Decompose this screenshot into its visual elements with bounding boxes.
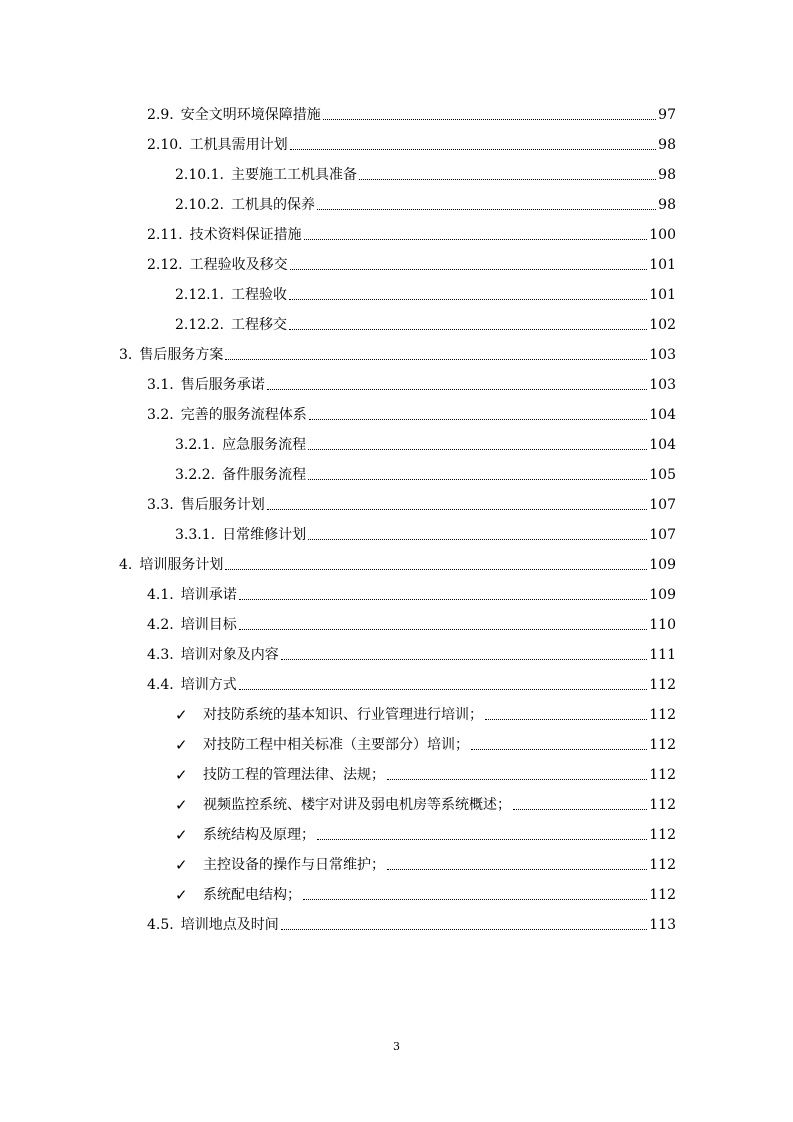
checkmark-icon: ✓ [175, 886, 188, 904]
toc-entry[interactable] [175, 755, 676, 785]
toc-entry-number: 3. [119, 347, 133, 363]
toc-entry[interactable] [147, 395, 676, 425]
toc-entry-title: 主控设备的操作与日常维护； [203, 857, 385, 873]
toc-entry[interactable] [147, 215, 676, 245]
toc-entry-page: 111 [649, 647, 676, 663]
toc-entry-title: 对技防工程中相关标准（主要部分）培训； [203, 737, 469, 753]
dot-leader [239, 688, 648, 690]
toc-entry-page: 112 [649, 737, 676, 753]
toc-entry-title: 完善的服务流程体系 [180, 407, 307, 423]
dot-leader [304, 238, 648, 240]
toc-entry-page: 109 [649, 587, 676, 603]
toc-entry[interactable] [175, 425, 676, 455]
toc-entry-title: 日常维修计划 [222, 527, 307, 543]
toc-entry-number: 2.11. [147, 227, 183, 243]
toc-entry-number: 4.5. [147, 917, 174, 933]
toc-entry-number: 3.2.2. [175, 467, 216, 483]
toc-entry-title: 工机具需用计划 [189, 137, 288, 153]
page-number: 3 [393, 1040, 400, 1053]
toc-entry-title: 技防工程的管理法律、法规； [203, 767, 385, 783]
toc-entry[interactable] [175, 305, 676, 335]
dot-leader [289, 298, 647, 300]
toc-entry-title: 培训地点及时间 [180, 917, 279, 933]
toc-entry-page: 104 [649, 407, 676, 423]
toc-entry-number: 2.10.1. [175, 167, 224, 183]
toc-entry-title: 培训目标 [180, 617, 237, 633]
toc-entry[interactable] [147, 605, 676, 635]
toc-entry[interactable] [147, 95, 676, 125]
toc-entry[interactable] [175, 815, 676, 845]
toc-entry-title: 售后服务方案 [139, 347, 224, 363]
toc-entry-title: 工程验收 [230, 287, 287, 303]
toc-entry-number: 2.10. [147, 137, 183, 153]
toc-entry[interactable] [147, 635, 676, 665]
dot-leader [267, 508, 648, 510]
toc-entry-page: 101 [649, 257, 676, 273]
toc-entry-page: 105 [649, 467, 676, 483]
toc-entry[interactable] [175, 695, 676, 725]
toc-entry[interactable] [175, 875, 676, 905]
toc-entry-title: 培训服务计划 [139, 557, 224, 573]
toc-entry-number: 4.1. [147, 587, 174, 603]
dot-leader [471, 748, 647, 750]
toc-entry-number: 4. [119, 557, 133, 573]
toc-entry-page: 112 [649, 797, 676, 813]
dot-leader [308, 538, 647, 540]
toc-entry[interactable] [175, 515, 676, 545]
dot-leader [303, 898, 647, 900]
dot-leader [290, 148, 657, 150]
toc-entry-number: 3.3. [147, 497, 174, 513]
toc-entry[interactable] [175, 845, 676, 875]
toc-entry-page: 102 [649, 317, 676, 333]
toc-entry[interactable] [147, 485, 676, 515]
toc-entry-page: 97 [658, 107, 676, 123]
dot-leader [513, 808, 647, 810]
dot-leader [323, 118, 656, 120]
toc-entry-title: 工程移交 [230, 317, 287, 333]
toc-entry-number: 3.2. [147, 407, 174, 423]
toc-entry-number: 3.1. [147, 377, 174, 393]
toc-entry-title: 系统结构及原理； [203, 827, 315, 843]
toc-entry-title: 工程验收及移交 [189, 257, 288, 273]
toc-entry-number: 2.9. [147, 107, 174, 123]
toc-entry-number: 3.2.1. [175, 437, 216, 453]
toc-entry[interactable] [175, 725, 676, 755]
toc-entry-title: 技术资料保证措施 [189, 227, 302, 243]
checkmark-icon: ✓ [175, 856, 188, 874]
toc-entry-title: 安全文明环境保障措施 [180, 107, 321, 123]
toc-entry[interactable] [175, 785, 676, 815]
checkmark-icon: ✓ [175, 766, 188, 784]
dot-leader [239, 628, 648, 630]
toc-entry-title: 备件服务流程 [222, 467, 307, 483]
toc-entry-page: 113 [649, 917, 676, 933]
dot-leader [267, 388, 648, 390]
toc-entry-page: 107 [649, 497, 676, 513]
dot-leader [239, 598, 648, 600]
toc-entry-number: 4.4. [147, 677, 174, 693]
toc-entry-page: 103 [649, 377, 676, 393]
dot-leader [387, 778, 647, 780]
toc-entry-number: 2.12.1. [175, 287, 224, 303]
toc-entry[interactable] [175, 275, 676, 305]
toc-entry-page: 98 [658, 197, 676, 213]
toc-entry[interactable] [119, 545, 676, 575]
toc-entry-title: 系统配电结构； [203, 887, 301, 903]
dot-leader [289, 328, 647, 330]
dot-leader [308, 448, 647, 450]
toc-entry-number: 4.2. [147, 617, 174, 633]
dot-leader [359, 178, 656, 180]
dot-leader [317, 208, 656, 210]
dot-leader [290, 268, 648, 270]
toc-entry-number: 2.12. [147, 257, 183, 273]
toc-entry-page: 107 [649, 527, 676, 543]
toc-entry-page: 112 [649, 857, 676, 873]
toc-entry-page: 98 [658, 137, 676, 153]
toc-entry[interactable] [147, 125, 676, 155]
toc-entry-title: 售后服务承诺 [180, 377, 265, 393]
toc-entry-page: 100 [649, 227, 676, 243]
toc-entry-number: 2.12.2. [175, 317, 224, 333]
toc-entry-number: 3.3.1. [175, 527, 216, 543]
dot-leader [308, 478, 647, 480]
dot-leader [225, 568, 647, 570]
toc-entry-page: 112 [649, 887, 676, 903]
toc-entry[interactable] [119, 335, 676, 365]
toc-entry-title: 培训对象及内容 [180, 647, 279, 663]
toc-entry-title: 对技防系统的基本知识、行业管理进行培训； [203, 707, 483, 723]
toc-entry-page: 98 [658, 167, 676, 183]
toc-entry-page: 109 [649, 557, 676, 573]
toc-entry[interactable] [147, 905, 676, 935]
dot-leader [281, 658, 648, 660]
toc-entry-title: 应急服务流程 [222, 437, 307, 453]
checkmark-icon: ✓ [175, 736, 188, 754]
toc-entry-title: 售后服务计划 [180, 497, 265, 513]
toc-entry-page: 112 [649, 767, 676, 783]
toc-entry-page: 104 [649, 437, 676, 453]
toc-entry[interactable] [175, 185, 676, 215]
toc-entry-title: 视频监控系统、楼宇对讲及弱电机房等系统概述； [203, 797, 511, 813]
toc-entry-title: 主要施工工机具准备 [230, 167, 357, 183]
dot-leader [281, 928, 648, 930]
dot-leader [387, 868, 647, 870]
toc-entry-page: 110 [649, 617, 676, 633]
toc-entry[interactable] [175, 155, 676, 185]
toc-entry[interactable] [147, 575, 676, 605]
checkmark-icon: ✓ [175, 796, 188, 814]
toc-entry-page: 112 [649, 677, 676, 693]
toc-entry-page: 112 [649, 707, 676, 723]
toc-entry-title: 培训方式 [180, 677, 237, 693]
dot-leader [309, 418, 648, 420]
checkmark-icon: ✓ [175, 706, 188, 724]
dot-leader [317, 838, 647, 840]
toc-entry-title: 工机具的保养 [230, 197, 315, 213]
dot-leader [485, 718, 647, 720]
toc-entry-page: 101 [649, 287, 676, 303]
toc-entry-number: 2.10.2. [175, 197, 224, 213]
toc-entry-page: 103 [649, 347, 676, 363]
toc-entry[interactable] [147, 365, 676, 395]
toc-entry-number: 4.3. [147, 647, 174, 663]
toc-entry[interactable] [147, 665, 676, 695]
toc-entry[interactable] [147, 245, 676, 275]
dot-leader [225, 358, 647, 360]
toc-entry[interactable] [175, 455, 676, 485]
toc-entry-title: 培训承诺 [180, 587, 237, 603]
checkmark-icon: ✓ [175, 826, 188, 844]
toc-entry-page: 112 [649, 827, 676, 843]
